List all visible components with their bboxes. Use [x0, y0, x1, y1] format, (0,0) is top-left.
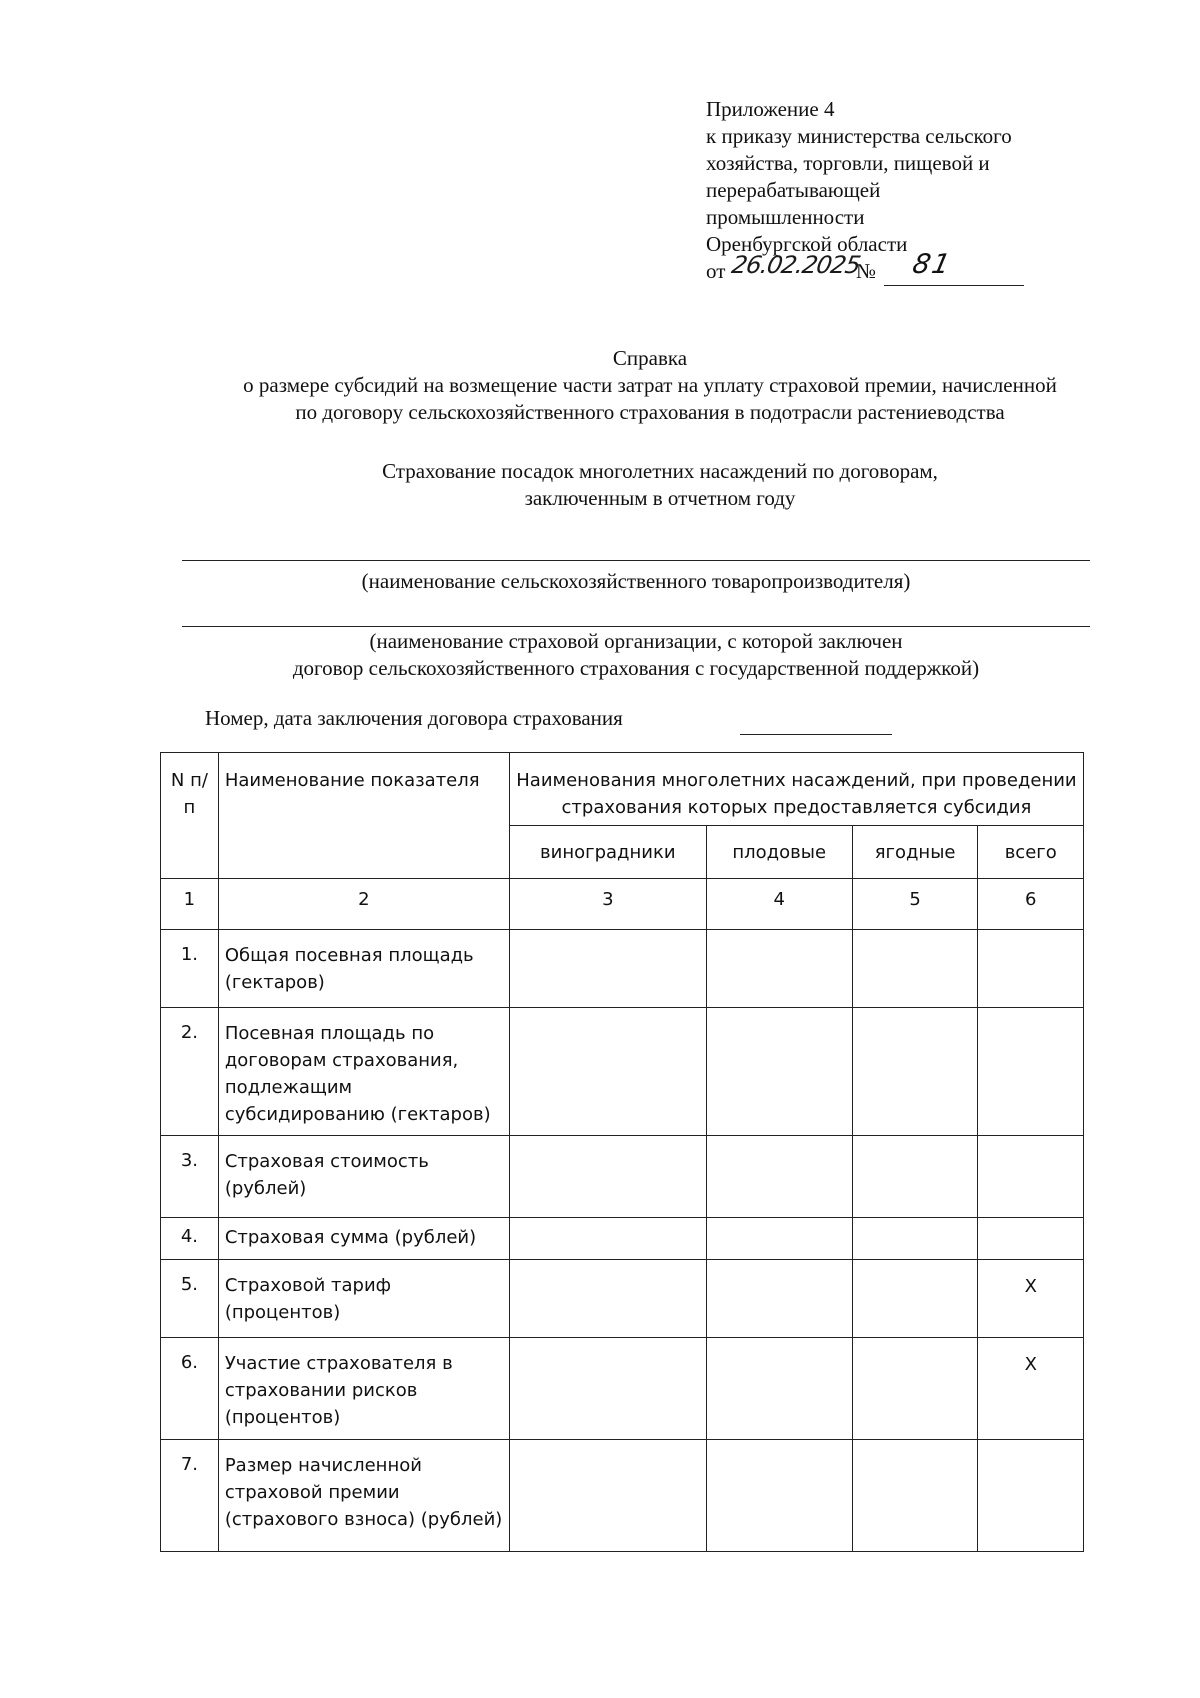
table-row: [161, 1218, 1084, 1260]
header-indicator: Наименование показателя: [218, 753, 509, 879]
cell-berry[interactable]: [852, 1260, 978, 1338]
cell-total[interactable]: X: [978, 1338, 1084, 1440]
row-label: Страховая стоимость (рублей): [218, 1136, 509, 1218]
cell-fruit[interactable]: [706, 1260, 852, 1338]
row-label: Страховой тариф (процентов): [218, 1260, 509, 1338]
cell-total[interactable]: [978, 1218, 1084, 1260]
cell-fruit[interactable]: [706, 1218, 852, 1260]
cell-total[interactable]: X: [978, 1260, 1084, 1338]
column-number: 5: [852, 879, 978, 930]
title-line: Справка: [612, 346, 688, 370]
cell-total[interactable]: [978, 1136, 1084, 1218]
header-num: N п/п: [161, 753, 219, 879]
insurer-fill-line[interactable]: [182, 626, 1090, 627]
producer-caption: (наименование сельскохозяйственного товаропроизводителя): [361, 569, 911, 593]
table-row: [161, 930, 1084, 1008]
cell-vineyards[interactable]: [509, 1440, 706, 1552]
cell-fruit[interactable]: [706, 1136, 852, 1218]
header-group: Наименования многолетних насаждений, при проведении страхования которых предоставляется субсидия: [509, 753, 1083, 826]
number-underline: [884, 285, 1024, 286]
cell-berry[interactable]: [852, 1440, 978, 1552]
caption-line: договор сельскохозяйственного страхования с государственной поддержкой): [292, 656, 980, 680]
table-row: [161, 1440, 1084, 1552]
column-number: 3: [509, 879, 706, 930]
cell-berry[interactable]: [852, 1008, 978, 1136]
cell-vineyards[interactable]: [509, 1338, 706, 1440]
order-number: 81: [909, 249, 955, 280]
contract-fill-line[interactable]: [740, 734, 892, 735]
row-label: Участие страхователя в страховании рисков (процентов): [218, 1338, 509, 1440]
row-label: Общая посевная площадь (гектаров): [218, 930, 509, 1008]
column-number: 1: [161, 879, 219, 930]
indicators-table: [160, 752, 1084, 1552]
cell-vineyards[interactable]: [509, 1008, 706, 1136]
row-label: Размер начисленной страховой премии (страхового взноса) (рублей): [218, 1440, 509, 1552]
column-number: 6: [978, 879, 1084, 930]
row-number: 6.: [161, 1338, 219, 1440]
cell-berry[interactable]: [852, 1136, 978, 1218]
cell-total[interactable]: [978, 930, 1084, 1008]
row-number: 3.: [161, 1136, 219, 1218]
table-row: [161, 1338, 1084, 1440]
row-number: 5.: [161, 1260, 219, 1338]
title-line: о размере субсидий на возмещение части затрат на уплату страховой премии, начисленной: [243, 373, 1057, 397]
appendix-line: хозяйства, торговли, пищевой и: [706, 151, 990, 175]
appendix-line: Оренбургской области: [706, 232, 908, 256]
header-fruit: плодовые: [706, 826, 852, 879]
order-date-number: [706, 249, 1126, 288]
contract-label: Номер, дата заключения договора страхования: [205, 706, 623, 730]
cell-fruit[interactable]: [706, 1008, 852, 1136]
cell-fruit[interactable]: [706, 930, 852, 1008]
appendix-line: перерабатывающей: [706, 178, 881, 202]
cell-vineyards[interactable]: [509, 1218, 706, 1260]
caption-line: (наименование страховой организации, с которой заключен: [369, 629, 903, 653]
appendix-line: промышленности: [706, 205, 865, 229]
ot-label: от: [706, 259, 726, 283]
row-number: 4.: [161, 1218, 219, 1260]
cell-total[interactable]: [978, 1008, 1084, 1136]
header-vineyards: виноградники: [509, 826, 706, 879]
table-row: [161, 1008, 1084, 1136]
column-numbers-row: [161, 879, 1084, 930]
cell-berry[interactable]: [852, 1338, 978, 1440]
cell-vineyards[interactable]: [509, 1260, 706, 1338]
cell-vineyards[interactable]: [509, 930, 706, 1008]
insurer-caption: [182, 628, 1090, 682]
header-berry: ягодные: [852, 826, 978, 879]
row-label: Страховая сумма (рублей): [218, 1218, 509, 1260]
cell-total[interactable]: [978, 1440, 1084, 1552]
document-subtitle: [250, 458, 1070, 512]
appendix-block: [706, 96, 1126, 288]
number-sign: №: [856, 259, 877, 283]
cell-berry[interactable]: [852, 1218, 978, 1260]
table-row: [161, 1260, 1084, 1338]
row-number: 2.: [161, 1008, 219, 1136]
order-date: 26.02.2025: [729, 251, 862, 279]
column-number: 2: [218, 879, 509, 930]
appendix-line: Приложение 4: [706, 97, 835, 121]
document-title: [150, 345, 1150, 426]
subtitle-line: Страхование посадок многолетних насаждений по договорам,: [382, 459, 938, 483]
table-row: [161, 1136, 1084, 1218]
header-total: всего: [978, 826, 1084, 879]
subtitle-line: заключенным в отчетном году: [524, 486, 796, 510]
producer-fill-line[interactable]: [182, 560, 1090, 561]
title-line: по договору сельскохозяйственного страхования в подотрасли растениеводства: [295, 400, 1005, 424]
row-label: Посевная площадь по договорам страхования, подлежащим субсидированию (гектаров): [218, 1008, 509, 1136]
header-row: [161, 753, 1084, 826]
cell-fruit[interactable]: [706, 1440, 852, 1552]
row-number: 1.: [161, 930, 219, 1008]
row-number: 7.: [161, 1440, 219, 1552]
column-number: 4: [706, 879, 852, 930]
cell-berry[interactable]: [852, 930, 978, 1008]
appendix-line: к приказу министерства сельского: [706, 124, 1012, 148]
cell-vineyards[interactable]: [509, 1136, 706, 1218]
cell-fruit[interactable]: [706, 1338, 852, 1440]
